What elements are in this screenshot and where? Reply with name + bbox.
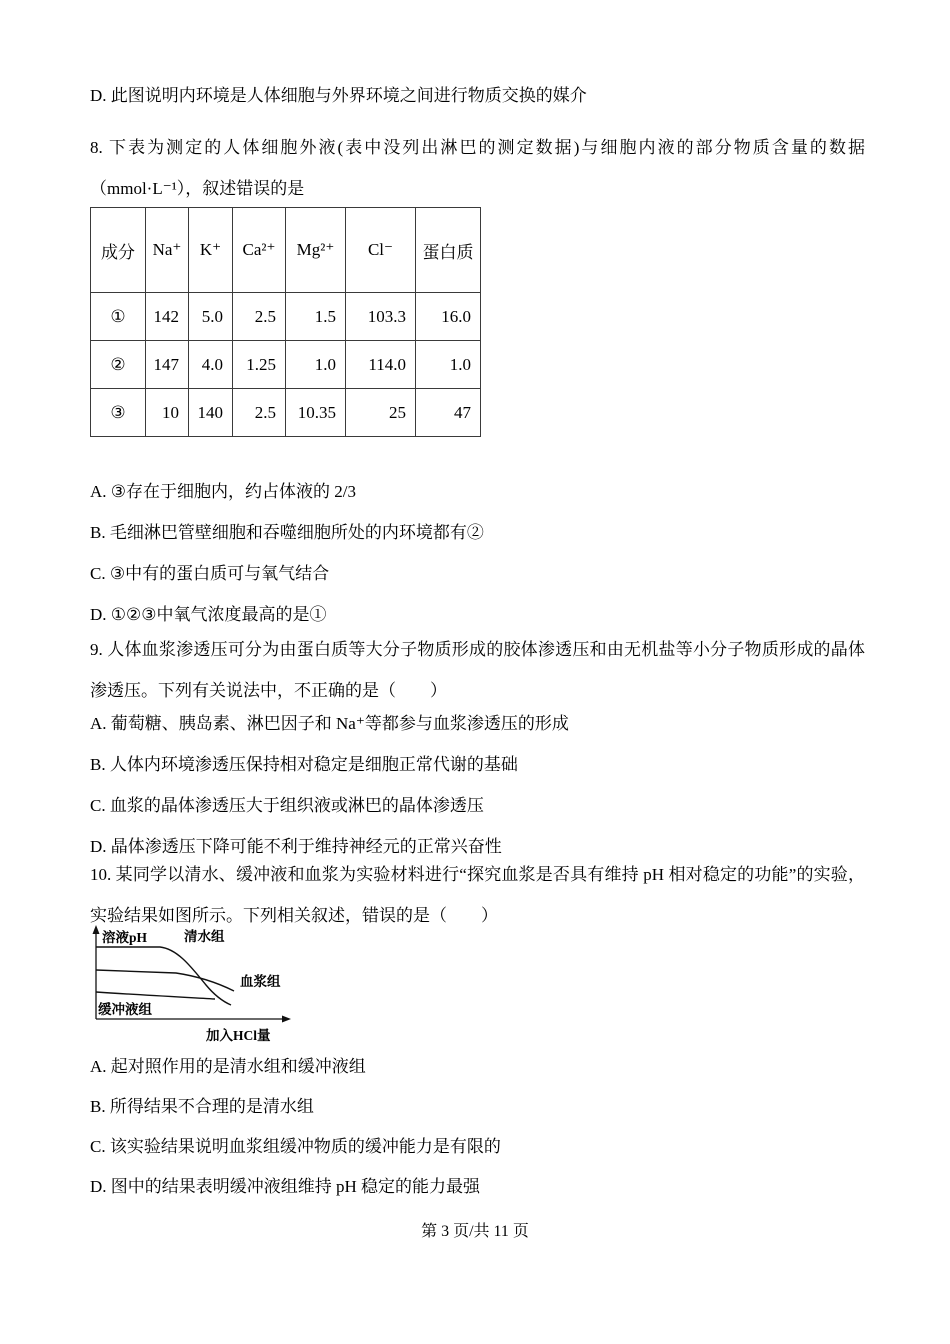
table-header-row xyxy=(91,208,481,293)
table-header-cell: 蛋白质 xyxy=(416,208,481,293)
table-cell: 114.0 xyxy=(346,341,416,389)
y-axis-arrow-icon xyxy=(93,925,100,934)
q8-option-b: B. 毛细淋巴管壁细胞和吞噬细胞所处的内环境都有② xyxy=(90,523,484,542)
table-cell: 1.0 xyxy=(416,341,481,389)
q8-option-c: C. ③中有的蛋白质可与氧气结合 xyxy=(90,564,330,583)
table-cell: 147 xyxy=(146,341,189,389)
series-label-water: 清水组 xyxy=(184,929,225,944)
q8-stem: 8. 下表为测定的人体细胞外液(表中没列出淋巴的测定数据)与细胞内液的部分物质含量的数据（mmol·L⁻¹），叙述错误的是 xyxy=(90,138,865,198)
q10-stem: 10. 某同学以清水、缓冲液和血浆为实验材料进行“探究血浆是否具有维持 pH 相对稳定的功能”的实验，实验结果如图所示。下列相关叙述，错误的是（ ） xyxy=(90,865,865,925)
q10-option-d: D. 图中的结果表明缓冲液组维持 pH 稳定的能力最强 xyxy=(90,1177,481,1196)
table-cell: ③ xyxy=(91,389,146,437)
table-cell: 103.3 xyxy=(346,293,416,341)
series-label-plasma: 血浆组 xyxy=(240,974,281,989)
q9-options xyxy=(90,703,865,867)
table-cell: 1.5 xyxy=(286,293,346,341)
series-label-buffer: 缓冲液组 xyxy=(98,1002,152,1017)
table-cell: ② xyxy=(91,341,146,389)
q8-option-a: A. ③存在于细胞内，约占体液的 2/3 xyxy=(90,482,356,501)
table-row xyxy=(91,389,481,437)
q9-option-a: A. 葡萄糖、胰岛素、淋巴因子和 Na⁺等都参与血浆渗透压的形成 xyxy=(90,714,569,733)
prev-question-option-d xyxy=(90,75,865,116)
table-cell: 16.0 xyxy=(416,293,481,341)
table-header-cell: K⁺ xyxy=(189,208,233,293)
ph-chart-svg xyxy=(88,924,318,1052)
table-cell: 142 xyxy=(146,293,189,341)
table-cell: 2.5 xyxy=(233,293,286,341)
q10-option-a: A. 起对照作用的是清水组和缓冲液组 xyxy=(90,1057,366,1076)
page-number: 第 3 页/共 11 页 xyxy=(421,1223,529,1240)
table-cell: 5.0 xyxy=(189,293,233,341)
table-cell: 4.0 xyxy=(189,341,233,389)
table-cell: 2.5 xyxy=(233,389,286,437)
q8-substance-table xyxy=(90,207,481,437)
q8-option-d: D. ①②③中氧气浓度最高的是① xyxy=(90,605,327,624)
table-cell: 10.35 xyxy=(286,389,346,437)
q8-options xyxy=(90,471,865,635)
table-cell: 1.0 xyxy=(286,341,346,389)
table-cell: 10 xyxy=(146,389,189,437)
table-header-cell: Na⁺ xyxy=(146,208,189,293)
plasma-curve xyxy=(96,970,234,991)
buffer-curve xyxy=(96,992,215,999)
q10-options xyxy=(90,1047,865,1207)
q10-option-b: B. 所得结果不合理的是清水组 xyxy=(90,1097,314,1116)
q9-stem: 9. 人体血浆渗透压可分为由蛋白质等大分子物质形成的胶体渗透压和由无机盐等小分子物质形成的晶体渗透压。下列有关说法中，不正确的是（ ） xyxy=(90,640,865,700)
table-header-cell: 成分 xyxy=(91,208,146,293)
q9-option-b: B. 人体内环境渗透压保持相对稳定是细胞正常代谢的基础 xyxy=(90,755,518,774)
x-axis-arrow-icon xyxy=(282,1016,291,1023)
option-text: D. 此图说明内环境是人体细胞与外界环境之间进行物质交换的媒介 xyxy=(90,86,587,105)
table-header-cell: Mg²⁺ xyxy=(286,208,346,293)
q9-option-d: D. 晶体渗透压下降可能不利于维持神经元的正常兴奋性 xyxy=(90,837,502,856)
table-cell: 47 xyxy=(416,389,481,437)
q10-option-c: C. 该实验结果说明血浆组缓冲物质的缓冲能力是有限的 xyxy=(90,1137,501,1156)
table-row xyxy=(91,293,481,341)
table-header-cell: Cl⁻ xyxy=(346,208,416,293)
table-cell: 25 xyxy=(346,389,416,437)
chart-xlabel: 加入HCl量 xyxy=(206,1028,271,1043)
table-header-cell: Ca²⁺ xyxy=(233,208,286,293)
table-cell: 1.25 xyxy=(233,341,286,389)
table-row xyxy=(91,341,481,389)
chart-ylabel: 溶液pH xyxy=(102,930,148,945)
ph-chart xyxy=(88,924,318,1052)
q9-option-c: C. 血浆的晶体渗透压大于组织液或淋巴的晶体渗透压 xyxy=(90,796,484,815)
table-cell: ① xyxy=(91,293,146,341)
table-cell: 140 xyxy=(189,389,233,437)
